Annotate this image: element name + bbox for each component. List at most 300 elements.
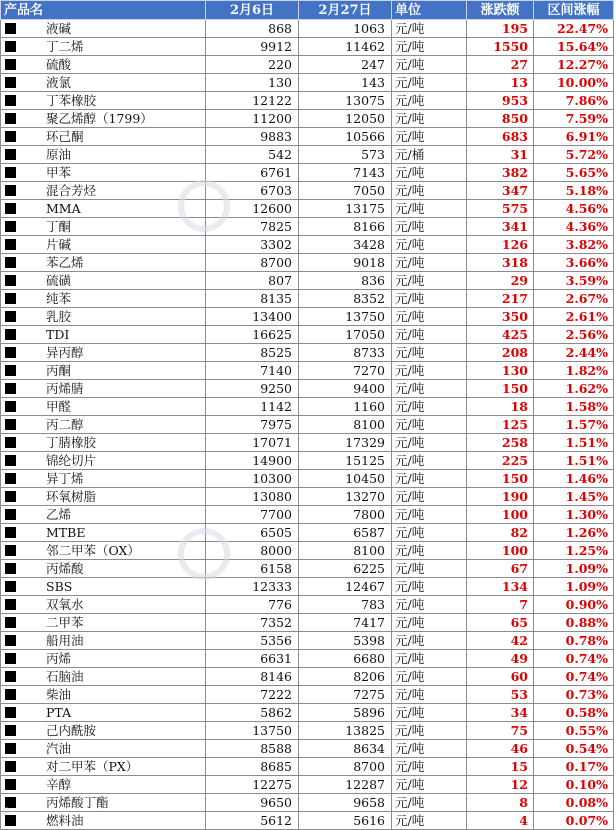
cell-product-name: [1, 344, 206, 362]
table-row: [1, 776, 614, 794]
product-name-text: MMA: [46, 201, 81, 216]
cell-unit: 元/吨: [392, 110, 467, 128]
cell-percent: 12.27%: [534, 56, 614, 74]
product-name-text: 混合芳烃: [46, 183, 97, 198]
table-row: [1, 236, 614, 254]
cell-unit: 元/吨: [392, 704, 467, 722]
table-row: [1, 326, 614, 344]
table-row: [1, 272, 614, 290]
product-name-text: 异丁烯: [46, 471, 84, 486]
cell-unit: 元/吨: [392, 668, 467, 686]
table-row: [1, 362, 614, 380]
product-name-text: 甲醛: [46, 399, 72, 414]
cell-price-start: 7222: [206, 686, 299, 704]
cell-unit: 元/吨: [392, 452, 467, 470]
table-row: [1, 74, 614, 92]
cell-price-start: 8525: [206, 344, 299, 362]
cell-unit: 元/吨: [392, 632, 467, 650]
square-bullet-icon: [5, 671, 16, 682]
cell-percent: 6.91%: [534, 128, 614, 146]
cell-percent: 5.18%: [534, 182, 614, 200]
cell-product-name: [1, 92, 206, 110]
cell-unit: 元/吨: [392, 686, 467, 704]
cell-unit: 元/吨: [392, 380, 467, 398]
square-bullet-icon: [5, 293, 16, 304]
cell-percent: 1.57%: [534, 416, 614, 434]
table-row: [1, 506, 614, 524]
cell-price-end: 13825: [299, 722, 392, 740]
product-name-text: 丙烯: [46, 651, 72, 666]
cell-unit: 元/吨: [392, 128, 467, 146]
cell-price-start: 8588: [206, 740, 299, 758]
cell-price-start: 8000: [206, 542, 299, 560]
cell-price-start: 12333: [206, 578, 299, 596]
cell-price-start: 7352: [206, 614, 299, 632]
cell-percent: 1.45%: [534, 488, 614, 506]
cell-product-name: [1, 308, 206, 326]
cell-product-name: [1, 182, 206, 200]
cell-price-start: 10300: [206, 470, 299, 488]
cell-price-end: 7143: [299, 164, 392, 182]
square-bullet-icon: [5, 653, 16, 664]
table-row: [1, 398, 614, 416]
cell-price-end: 7275: [299, 686, 392, 704]
product-name-text: 硫酸: [46, 57, 72, 72]
table-body: [1, 20, 614, 830]
product-name-text: 液碱: [46, 21, 72, 36]
cell-change: 195: [467, 20, 534, 38]
cell-change: 347: [467, 182, 534, 200]
cell-percent: 10.00%: [534, 74, 614, 92]
product-name-text: 丁苯橡胶: [46, 93, 97, 108]
table-row: [1, 38, 614, 56]
cell-unit: 元/桶: [392, 146, 467, 164]
cell-product-name: [1, 272, 206, 290]
cell-unit: 元/吨: [392, 74, 467, 92]
cell-product-name: [1, 524, 206, 542]
square-bullet-icon: [5, 581, 16, 592]
cell-product-name: [1, 290, 206, 308]
square-bullet-icon: [5, 41, 16, 52]
cell-unit: 元/吨: [392, 290, 467, 308]
cell-percent: 5.72%: [534, 146, 614, 164]
cell-price-end: 783: [299, 596, 392, 614]
watermark-logo-icon: [178, 528, 230, 580]
cell-change: 18: [467, 398, 534, 416]
cell-change: 350: [467, 308, 534, 326]
cell-unit: 元/吨: [392, 542, 467, 560]
square-bullet-icon: [5, 725, 16, 736]
cell-price-end: 1063: [299, 20, 392, 38]
cell-change: 100: [467, 506, 534, 524]
cell-percent: 2.56%: [534, 326, 614, 344]
cell-change: 225: [467, 452, 534, 470]
cell-price-start: 9912: [206, 38, 299, 56]
cell-unit: 元/吨: [392, 794, 467, 812]
cell-price-start: 9250: [206, 380, 299, 398]
cell-price-start: 9650: [206, 794, 299, 812]
cell-percent: 15.64%: [534, 38, 614, 56]
cell-percent: 3.66%: [534, 254, 614, 272]
cell-change: 34: [467, 704, 534, 722]
product-name-text: SBS: [46, 579, 73, 594]
product-name-text: 双氧水: [46, 597, 84, 612]
cell-price-end: 9658: [299, 794, 392, 812]
table-header-row: [1, 1, 614, 20]
table-row: [1, 524, 614, 542]
cell-percent: 1.82%: [534, 362, 614, 380]
header-date-end: 2月27日: [299, 1, 392, 20]
product-name-text: 丁二烯: [46, 39, 84, 54]
square-bullet-icon: [5, 437, 16, 448]
cell-price-start: 9883: [206, 128, 299, 146]
cell-product-name: [1, 470, 206, 488]
cell-price-start: 8685: [206, 758, 299, 776]
cell-price-end: 3428: [299, 236, 392, 254]
table-row: [1, 20, 614, 38]
square-bullet-icon: [5, 563, 16, 574]
cell-price-start: 11200: [206, 110, 299, 128]
cell-change: 683: [467, 128, 534, 146]
cell-unit: 元/吨: [392, 614, 467, 632]
cell-product-name: [1, 812, 206, 830]
square-bullet-icon: [5, 23, 16, 34]
cell-price-start: 130: [206, 74, 299, 92]
cell-price-start: 8146: [206, 668, 299, 686]
cell-price-end: 17329: [299, 434, 392, 452]
cell-price-end: 8634: [299, 740, 392, 758]
square-bullet-icon: [5, 761, 16, 772]
table-row: [1, 686, 614, 704]
cell-price-end: 7270: [299, 362, 392, 380]
cell-change: 46: [467, 740, 534, 758]
square-bullet-icon: [5, 455, 16, 466]
cell-percent: 7.59%: [534, 110, 614, 128]
cell-percent: 0.78%: [534, 632, 614, 650]
product-name-text: 原油: [46, 147, 72, 162]
table-row: [1, 722, 614, 740]
table-row: [1, 596, 614, 614]
cell-product-name: [1, 686, 206, 704]
cell-product-name: [1, 200, 206, 218]
cell-price-end: 17050: [299, 326, 392, 344]
product-name-text: 甲苯: [46, 165, 72, 180]
square-bullet-icon: [5, 203, 16, 214]
cell-price-end: 6225: [299, 560, 392, 578]
cell-change: 130: [467, 362, 534, 380]
cell-product-name: [1, 650, 206, 668]
cell-change: 850: [467, 110, 534, 128]
cell-percent: 2.61%: [534, 308, 614, 326]
cell-price-start: 1142: [206, 398, 299, 416]
table-row: [1, 488, 614, 506]
corner-watermark-icon: ◎: [2, 806, 11, 817]
product-name-text: 纯苯: [46, 291, 72, 306]
cell-product-name: [1, 794, 206, 812]
product-name-text: 锦纶切片: [46, 453, 97, 468]
table-row: [1, 182, 614, 200]
product-name-text: TDI: [46, 327, 70, 342]
cell-price-start: 6761: [206, 164, 299, 182]
cell-price-end: 6680: [299, 650, 392, 668]
product-name-text: 丙二醇: [46, 417, 84, 432]
table-row: [1, 542, 614, 560]
cell-change: 150: [467, 380, 534, 398]
square-bullet-icon: [5, 383, 16, 394]
product-name-text: 辛醇: [46, 777, 72, 792]
cell-change: 208: [467, 344, 534, 362]
cell-price-start: 7700: [206, 506, 299, 524]
square-bullet-icon: [5, 311, 16, 322]
cell-price-end: 12050: [299, 110, 392, 128]
product-name-text: PTA: [46, 705, 72, 720]
cell-product-name: [1, 326, 206, 344]
cell-unit: 元/吨: [392, 236, 467, 254]
cell-unit: 元/吨: [392, 398, 467, 416]
cell-unit: 元/吨: [392, 506, 467, 524]
cell-unit: 元/吨: [392, 416, 467, 434]
cell-price-end: 13175: [299, 200, 392, 218]
cell-percent: 4.56%: [534, 200, 614, 218]
cell-percent: 0.88%: [534, 614, 614, 632]
cell-price-start: 868: [206, 20, 299, 38]
product-name-text: 液氯: [46, 75, 72, 90]
cell-price-end: 13750: [299, 308, 392, 326]
cell-change: 953: [467, 92, 534, 110]
table-row: [1, 200, 614, 218]
cell-percent: 1.46%: [534, 470, 614, 488]
cell-product-name: [1, 416, 206, 434]
cell-percent: 0.07%: [534, 812, 614, 830]
square-bullet-icon: [5, 491, 16, 502]
square-bullet-icon: [5, 401, 16, 412]
cell-percent: 1.62%: [534, 380, 614, 398]
cell-unit: 元/吨: [392, 56, 467, 74]
cell-unit: 元/吨: [392, 740, 467, 758]
cell-unit: 元/吨: [392, 596, 467, 614]
table-row: [1, 416, 614, 434]
cell-price-start: 7825: [206, 218, 299, 236]
cell-product-name: [1, 704, 206, 722]
product-name-text: 燃料油: [46, 813, 84, 828]
cell-price-end: 5616: [299, 812, 392, 830]
cell-change: 82: [467, 524, 534, 542]
cell-product-name: [1, 398, 206, 416]
square-bullet-icon: [5, 473, 16, 484]
watermark-logo-icon: [178, 180, 230, 232]
product-name-text: 异丙醇: [46, 345, 84, 360]
square-bullet-icon: [5, 59, 16, 70]
product-name-text: 石脑油: [46, 669, 84, 684]
cell-change: 100: [467, 542, 534, 560]
table-row: [1, 704, 614, 722]
cell-change: 382: [467, 164, 534, 182]
cell-price-start: 16625: [206, 326, 299, 344]
cell-price-start: 776: [206, 596, 299, 614]
square-bullet-icon: [5, 743, 16, 754]
table-row: [1, 164, 614, 182]
cell-change: 31: [467, 146, 534, 164]
table-row: [1, 632, 614, 650]
cell-product-name: [1, 434, 206, 452]
cell-unit: 元/吨: [392, 650, 467, 668]
product-name-text: 丙烯酸丁酯: [46, 795, 109, 810]
table-row: [1, 758, 614, 776]
cell-change: 67: [467, 560, 534, 578]
table-row: [1, 614, 614, 632]
square-bullet-icon: [5, 221, 16, 232]
cell-product-name: [1, 722, 206, 740]
cell-change: 190: [467, 488, 534, 506]
cell-unit: 元/吨: [392, 560, 467, 578]
cell-unit: 元/吨: [392, 344, 467, 362]
table-row: [1, 470, 614, 488]
cell-price-end: 8206: [299, 668, 392, 686]
cell-price-start: 6158: [206, 560, 299, 578]
cell-product-name: [1, 146, 206, 164]
cell-percent: 0.17%: [534, 758, 614, 776]
cell-change: 8: [467, 794, 534, 812]
cell-price-end: 836: [299, 272, 392, 290]
table-row: [1, 56, 614, 74]
cell-price-start: 12275: [206, 776, 299, 794]
table-row: [1, 668, 614, 686]
cell-unit: 元/吨: [392, 20, 467, 38]
cell-product-name: [1, 488, 206, 506]
cell-price-start: 6505: [206, 524, 299, 542]
cell-unit: 元/吨: [392, 326, 467, 344]
cell-product-name: [1, 560, 206, 578]
cell-price-end: 10566: [299, 128, 392, 146]
table-row: [1, 380, 614, 398]
cell-unit: 元/吨: [392, 362, 467, 380]
cell-product-name: [1, 740, 206, 758]
cell-percent: 0.90%: [534, 596, 614, 614]
cell-unit: 元/吨: [392, 92, 467, 110]
cell-product-name: [1, 164, 206, 182]
cell-product-name: [1, 110, 206, 128]
cell-percent: 0.08%: [534, 794, 614, 812]
cell-change: 318: [467, 254, 534, 272]
cell-price-start: 220: [206, 56, 299, 74]
cell-price-start: 5356: [206, 632, 299, 650]
cell-percent: 3.59%: [534, 272, 614, 290]
cell-unit: 元/吨: [392, 182, 467, 200]
cell-price-end: 8352: [299, 290, 392, 308]
square-bullet-icon: [5, 599, 16, 610]
square-bullet-icon: [5, 77, 16, 88]
square-bullet-icon: [5, 419, 16, 430]
cell-price-end: 1160: [299, 398, 392, 416]
header-unit: 单位: [392, 1, 467, 20]
cell-price-start: 5612: [206, 812, 299, 830]
cell-product-name: [1, 254, 206, 272]
cell-percent: 2.44%: [534, 344, 614, 362]
cell-change: 1550: [467, 38, 534, 56]
product-name-text: 片碱: [46, 237, 72, 252]
cell-price-end: 11462: [299, 38, 392, 56]
cell-percent: 7.86%: [534, 92, 614, 110]
cell-unit: 元/吨: [392, 200, 467, 218]
square-bullet-icon: [5, 149, 16, 160]
cell-price-start: 7140: [206, 362, 299, 380]
cell-price-end: 247: [299, 56, 392, 74]
cell-unit: 元/吨: [392, 434, 467, 452]
square-bullet-icon: [5, 617, 16, 628]
cell-price-start: 13750: [206, 722, 299, 740]
table-row: [1, 794, 614, 812]
cell-product-name: [1, 218, 206, 236]
header-percent: 区间涨幅: [534, 1, 614, 20]
cell-price-start: 5862: [206, 704, 299, 722]
product-name-text: 环氧树脂: [46, 489, 97, 504]
product-name-text: MTBE: [46, 525, 86, 540]
table-row: [1, 812, 614, 830]
cell-change: 126: [467, 236, 534, 254]
cell-product-name: [1, 362, 206, 380]
product-name-text: 苯乙烯: [46, 255, 84, 270]
product-name-text: 船用油: [46, 633, 84, 648]
cell-price-end: 8700: [299, 758, 392, 776]
cell-price-end: 7417: [299, 614, 392, 632]
cell-unit: 元/吨: [392, 488, 467, 506]
cell-price-start: 3302: [206, 236, 299, 254]
product-name-text: 柴油: [46, 687, 72, 702]
cell-unit: 元/吨: [392, 578, 467, 596]
cell-product-name: [1, 128, 206, 146]
cell-percent: 0.55%: [534, 722, 614, 740]
cell-percent: 0.58%: [534, 704, 614, 722]
cell-price-start: 7975: [206, 416, 299, 434]
cell-product-name: [1, 506, 206, 524]
cell-change: 125: [467, 416, 534, 434]
cell-price-start: 13400: [206, 308, 299, 326]
cell-price-start: 807: [206, 272, 299, 290]
header-change: 涨跌额: [467, 1, 534, 20]
square-bullet-icon: [5, 113, 16, 124]
square-bullet-icon: [5, 131, 16, 142]
cell-price-end: 7050: [299, 182, 392, 200]
cell-percent: 1.51%: [534, 434, 614, 452]
table-row: [1, 578, 614, 596]
cell-price-end: 573: [299, 146, 392, 164]
square-bullet-icon: [5, 347, 16, 358]
product-name-text: 丙酮: [46, 363, 72, 378]
cell-percent: 22.47%: [534, 20, 614, 38]
cell-change: 150: [467, 470, 534, 488]
cell-change: 75: [467, 722, 534, 740]
cell-change: 15: [467, 758, 534, 776]
cell-change: 27: [467, 56, 534, 74]
cell-product-name: [1, 380, 206, 398]
cell-price-end: 8166: [299, 218, 392, 236]
cell-percent: 0.73%: [534, 686, 614, 704]
table-row: [1, 254, 614, 272]
square-bullet-icon: [5, 239, 16, 250]
product-name-text: 汽油: [46, 741, 72, 756]
cell-price-end: 6587: [299, 524, 392, 542]
cell-unit: 元/吨: [392, 722, 467, 740]
cell-change: 575: [467, 200, 534, 218]
cell-change: 4: [467, 812, 534, 830]
square-bullet-icon: [5, 167, 16, 178]
cell-percent: 1.30%: [534, 506, 614, 524]
cell-change: 341: [467, 218, 534, 236]
square-bullet-icon: [5, 185, 16, 196]
square-bullet-icon: [5, 779, 16, 790]
square-bullet-icon: [5, 95, 16, 106]
table-row: [1, 128, 614, 146]
